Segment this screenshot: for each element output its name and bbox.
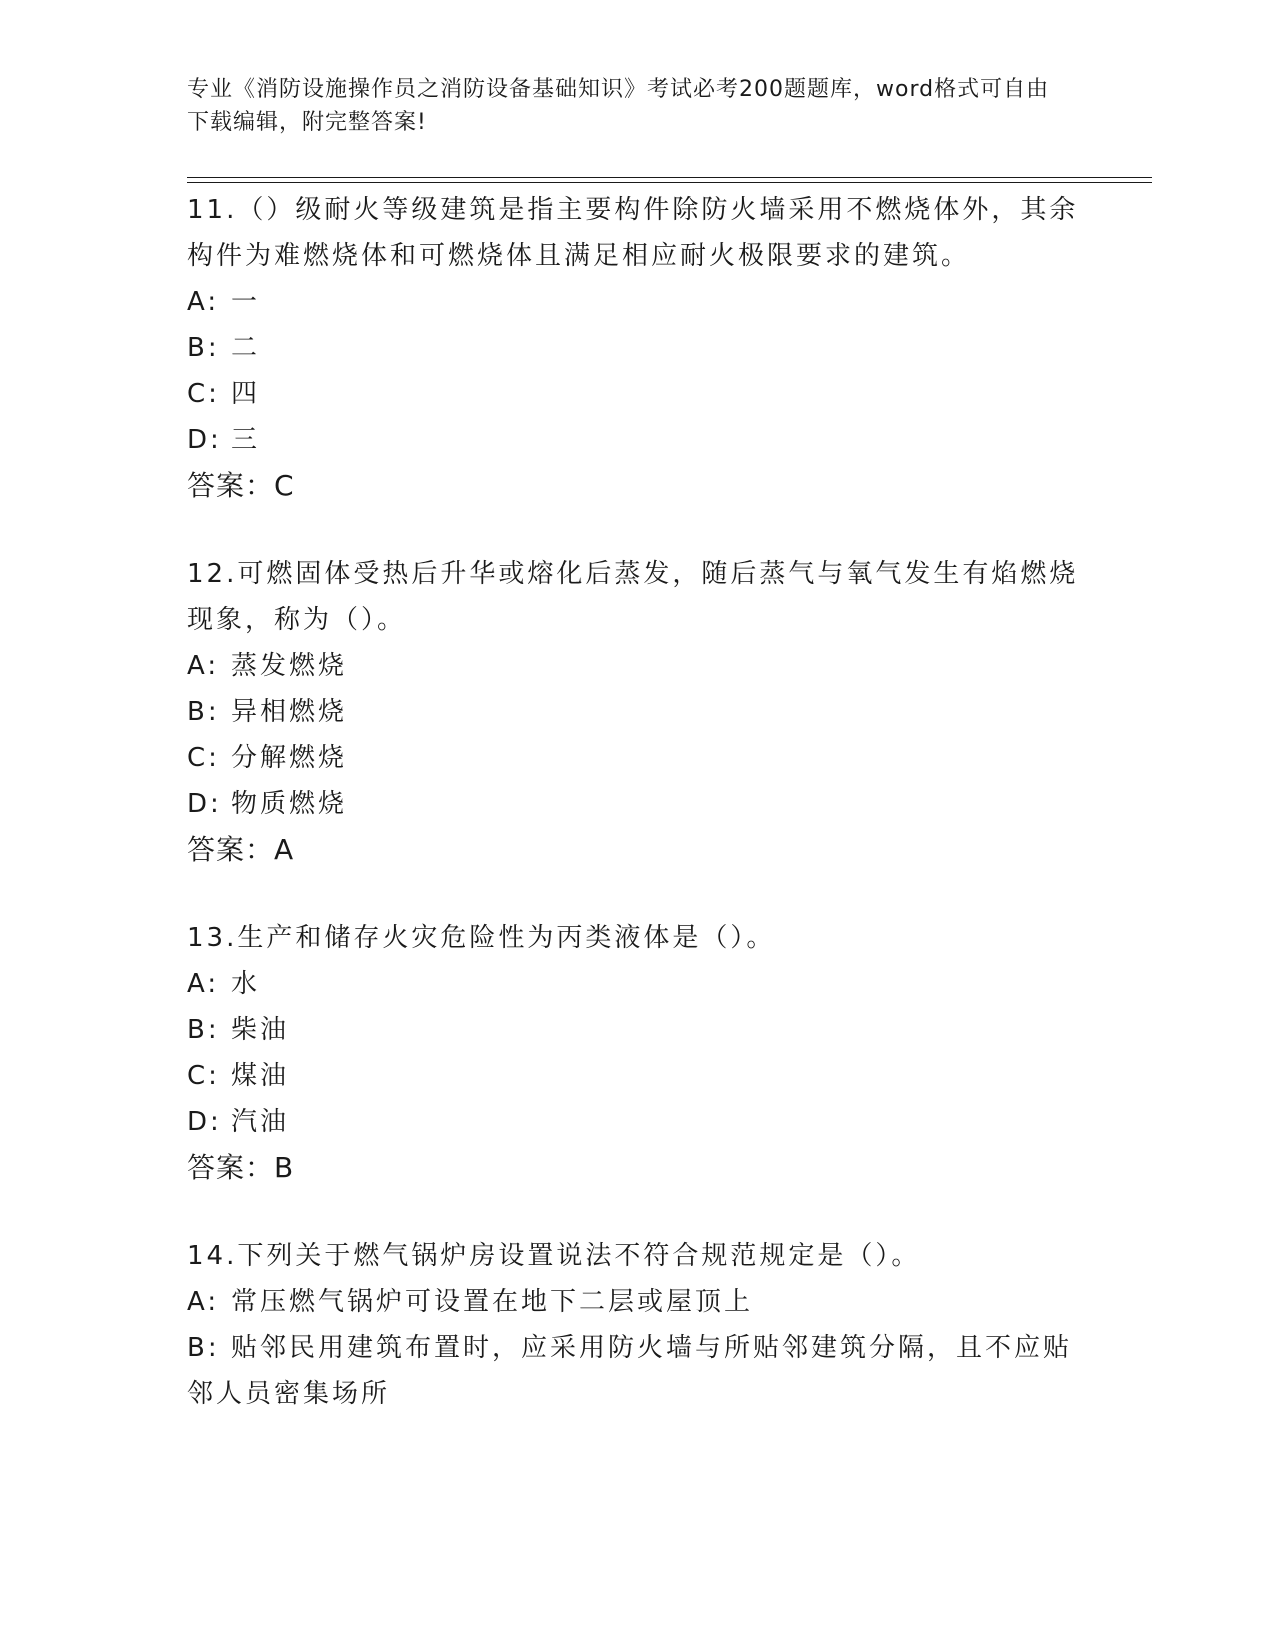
option-c — [187, 1053, 1087, 1099]
option-text: 异相燃烧 — [231, 697, 348, 727]
option-list — [187, 1279, 1087, 1417]
option-d — [187, 417, 1087, 463]
option-text: 一 — [231, 287, 261, 317]
option-key: A: — [187, 1287, 220, 1317]
option-text: 四 — [231, 379, 261, 409]
question-11 — [187, 187, 1087, 509]
question-stem: 11.（）级耐火等级建筑是指主要构件除防火墙采用不燃烧体外，其余构件为难燃烧体和可燃烧体且满足相应耐火极限要求的建筑。 — [187, 195, 1079, 271]
option-a — [187, 643, 1087, 689]
option-b — [187, 689, 1087, 735]
option-text: 常压燃气锅炉可设置在地下二层或屋顶上 — [231, 1287, 754, 1317]
option-b — [187, 1325, 1087, 1417]
option-b — [187, 1007, 1087, 1053]
question-stem: 14.下列关于燃气锅炉房设置说法不符合规范规定是（）。 — [187, 1241, 921, 1271]
option-a — [187, 279, 1087, 325]
option-text: 柴油 — [231, 1015, 290, 1045]
option-key: B: — [187, 697, 220, 727]
option-text: 三 — [231, 425, 261, 455]
option-d — [187, 1099, 1087, 1145]
option-text: 分解燃烧 — [231, 743, 348, 773]
option-key: A: — [187, 969, 220, 999]
document-header: 专业《消防设施操作员之消防设备基础知识》考试必考200题题库，word格式可自由下载编辑，附完整答案! — [187, 77, 1050, 135]
option-a — [187, 961, 1087, 1007]
option-key: B: — [187, 1015, 220, 1045]
option-list — [187, 961, 1087, 1145]
question-gap — [187, 509, 1087, 551]
question-12 — [187, 551, 1087, 873]
question-stem: 13.生产和储存火灾危险性为丙类液体是（）。 — [187, 923, 776, 953]
answer-line: 答案：A — [187, 833, 295, 866]
answer-line: 答案：C — [187, 469, 295, 502]
option-key: D: — [187, 1107, 222, 1137]
option-key: A: — [187, 651, 220, 681]
option-key: C: — [187, 1061, 220, 1091]
option-key: D: — [187, 425, 222, 455]
option-key: C: — [187, 743, 220, 773]
option-key: C: — [187, 379, 220, 409]
option-c — [187, 371, 1087, 417]
header-divider-bottom — [187, 182, 1152, 183]
option-text: 水 — [231, 969, 261, 999]
option-text: 汽油 — [231, 1107, 290, 1137]
question-stem: 12.可燃固体受热后升华或熔化后蒸发，随后蒸气与氧气发生有焰燃烧现象，称为（）。 — [187, 559, 1079, 635]
option-text: 二 — [231, 333, 261, 363]
option-text: 物质燃烧 — [231, 789, 348, 819]
question-gap — [187, 1191, 1087, 1233]
option-key: B: — [187, 333, 220, 363]
question-gap — [187, 873, 1087, 915]
question-14 — [187, 1233, 1087, 1417]
option-key: B: — [187, 1333, 220, 1363]
option-text: 蒸发燃烧 — [231, 651, 348, 681]
option-a — [187, 1279, 1087, 1325]
option-list — [187, 279, 1087, 463]
header-divider-top — [187, 177, 1152, 178]
option-text: 贴邻民用建筑布置时，应采用防火墙与所贴邻建筑分隔，且不应贴邻人员密集场所 — [187, 1333, 1073, 1409]
answer-line: 答案：B — [187, 1151, 295, 1184]
option-text: 煤油 — [231, 1061, 290, 1091]
option-c — [187, 735, 1087, 781]
option-key: D: — [187, 789, 222, 819]
question-list — [187, 187, 1087, 1417]
option-list — [187, 643, 1087, 827]
question-13 — [187, 915, 1087, 1191]
option-key: A: — [187, 287, 220, 317]
option-d — [187, 781, 1087, 827]
option-b — [187, 325, 1087, 371]
